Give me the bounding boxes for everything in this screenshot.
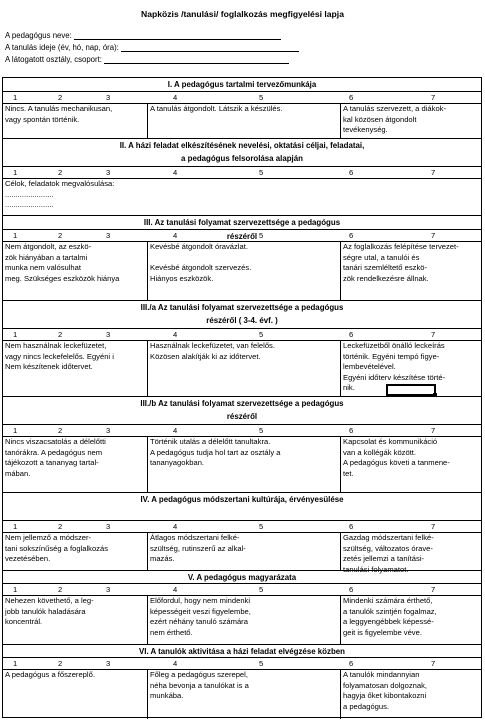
section-heading: III. Az tanulási folyamat szervezettsége a pedagógus részéről (3, 215, 481, 230)
scale-number: 7 (431, 585, 436, 594)
scale-number-row (3, 520, 481, 533)
criterion-low-text: Nincs. A tanulás mechanikusan, vagy spontán történik. (5, 104, 113, 124)
scale-number: 4 (173, 231, 178, 240)
scale-number: 5 (259, 231, 264, 240)
scale-number: 4 (173, 522, 178, 531)
section-heading: IV. A pedagógus módszertani kultúrája, érvényesülése (3, 492, 481, 521)
scale-number: 6 (349, 659, 354, 668)
scale-number: 5 (259, 522, 264, 531)
section-heading: I. A pedagógus tartalmi tervezőmunkája (167, 80, 317, 89)
scale-number: 5 (259, 93, 264, 102)
scale-number: 7 (431, 659, 436, 668)
scale-number-row (3, 583, 481, 596)
criterion-low-text: Nem átgondolt, az eszkö- zök hiányában a tartalmi munka nem valósulhat meg. Szükséges eszközök hiánya (5, 242, 120, 283)
evaluation-table (2, 77, 482, 718)
scale-number: 6 (349, 426, 354, 435)
scale-number: 2 (58, 659, 63, 668)
column-divider (147, 669, 148, 719)
criterion-high-text: Gazdag módszertani felké- szültség, változatos órave- zetés jellemzi a tanítási- tanulási folyamatot. (343, 533, 434, 574)
fill-handle[interactable] (433, 393, 437, 397)
column-divider (340, 436, 341, 492)
column-divider (340, 532, 341, 570)
scale-number: 2 (58, 93, 63, 102)
scale-number-row (3, 91, 481, 104)
lesson-time-line (121, 43, 299, 52)
scale-number: 1 (13, 231, 18, 240)
column-divider (340, 595, 341, 644)
page-title: Napközis /tanulási/ foglalkozás megfigyelési lapja (141, 9, 344, 19)
scale-number-row (3, 657, 481, 670)
column-divider (147, 241, 148, 300)
cell-selection-box[interactable] (386, 384, 436, 396)
scale-number: 6 (349, 231, 354, 240)
scale-number: 6 (349, 522, 354, 531)
class-group-field[interactable] (5, 55, 289, 64)
scale-number: 5 (259, 659, 264, 668)
scale-number: 6 (349, 93, 354, 102)
scale-number: 1 (13, 168, 18, 177)
scale-number: 1 (13, 93, 18, 102)
column-divider (147, 103, 148, 138)
scale-number: 1 (13, 585, 18, 594)
column-divider (340, 103, 341, 138)
scale-number: 1 (13, 522, 18, 531)
scale-number: 6 (349, 585, 354, 594)
scale-number-row (3, 424, 481, 437)
scale-number: 4 (173, 93, 178, 102)
criterion-high-text: A tanulók mindannyian folyamatosan dolgoznak, hagyja őket kibontakozni a pedagógus. (343, 670, 428, 711)
scale-number: 2 (58, 231, 63, 240)
scale-number: 4 (173, 330, 178, 339)
scale-number: 5 (259, 585, 264, 594)
scale-number: 1 (13, 659, 18, 668)
criterion-low-text: Nem használnak leckefüzetet, vagy nincs leckefelelős. Egyéni i Nem készítenek időtervet. (5, 341, 114, 372)
scale-number-row (3, 229, 481, 242)
class-group-line (104, 55, 289, 64)
scale-number: 4 (173, 426, 178, 435)
scale-number: 3 (106, 168, 111, 177)
column-divider (147, 340, 148, 396)
scale-number: 2 (58, 585, 63, 594)
scale-number: 3 (106, 330, 111, 339)
scale-number: 3 (106, 659, 111, 668)
lesson-time-field[interactable] (5, 43, 299, 52)
criterion-mid-text: A tanulás átgondolt. Látszik a készülés. (150, 104, 283, 113)
criterion-high-text: Kapcsolat és kommunikáció van a kollégák között. A pedagógus követi a tanmene- tet. (343, 437, 450, 478)
scale-number: 4 (173, 659, 178, 668)
column-divider (340, 340, 341, 396)
scale-number: 3 (106, 426, 111, 435)
scale-number: 2 (58, 426, 63, 435)
criterion-mid-text: Előfordul, hogy nem mindenki képességeit veszi figyelembe, ezért néhány tanuló számára nem érthető. (150, 596, 251, 637)
column-divider (147, 436, 148, 492)
scale-number: 6 (349, 330, 354, 339)
scale-number: 5 (259, 330, 264, 339)
scale-number: 7 (431, 231, 436, 240)
scale-number-row (3, 328, 481, 341)
scale-number: 5 (259, 168, 264, 177)
criterion-mid-text: Kevésbé átgondolt óravázlat. Kevésbé átgondolt szervezés. Hiányos eszközök. (150, 242, 252, 283)
section-heading: II. A házi feladat elkészítésének nevelési, oktatási céljai, feladatai, a pedagógus felsorolása alapján (3, 138, 481, 167)
scale-number: 7 (431, 426, 436, 435)
column-divider (147, 595, 148, 644)
teacher-name-label: A pedagógus neve: (5, 31, 72, 40)
scale-number: 6 (349, 168, 354, 177)
criterion-low-text: Nem jellemző a módszer- tani sokszínűség a foglalkozás vezetésében. (5, 533, 108, 564)
criterion-mid-text: Történik utalás a délelőtt tanultakra. A pedagógus tudja hol tart az osztály a tananyagokban. (150, 437, 281, 468)
section-heading: VI. A tanulók aktivitása a házi feladat elvégzése közben (3, 644, 481, 658)
scale-number: 4 (173, 585, 178, 594)
lesson-time-label: A tanulás ideje (év, hó, nap, óra): (5, 43, 119, 52)
section-heading: V. A pedagógus magyarázata (3, 570, 481, 584)
criterion-low-text: A pedagógus a főszereplő. (5, 670, 95, 679)
scale-number: 2 (58, 330, 63, 339)
teacher-name-line (74, 31, 281, 40)
scale-number: 2 (58, 522, 63, 531)
scale-number: 7 (431, 330, 436, 339)
scale-number: 7 (431, 168, 436, 177)
scale-number: 3 (106, 231, 111, 240)
scale-number: 2 (58, 168, 63, 177)
section-heading: III./a Az tanulási folyamat szervezettsége a pedagógus részéről ( 3-4. évf. ) (3, 300, 481, 329)
criterion-mid-text: Átlagos módszertani felké- szültség, rutinszerű az alkal- mazás. (150, 533, 246, 564)
criterion-mid-text: Használnak leckefüzetet, van felelős. Közösen alakítják ki az időtervet. (150, 341, 275, 361)
scale-number: 5 (259, 426, 264, 435)
criterion-low-text: Célok, feladatok megvalósulása: ....................... ....................... (5, 179, 115, 210)
scale-number: 3 (106, 93, 111, 102)
criterion-low-text: Nincs viszacsatolás a délelőtti tanórákra. A pedagógus nem tájékozott a tananyag tartal- mában. (5, 437, 106, 478)
scale-number: 1 (13, 330, 18, 339)
scale-number: 1 (13, 426, 18, 435)
scale-number: 3 (106, 522, 111, 531)
criterion-high-text: Leckefüzetből önálló leckeírás történik. Egyéni tempó figye- lembevételével. Egyéni időterv készítése törté- nik. (343, 341, 446, 393)
scale-number: 3 (106, 585, 111, 594)
criterion-high-text: Mindenki számára érthető, a tanulók szintjén fogalmaz, a leggyengébbek képessé- geit is figyelembe véve. (343, 596, 437, 637)
scale-number: 7 (431, 522, 436, 531)
criterion-high-text: Az foglalkozás felépítése tervezet- ségre utal, a tanulói és tanári szemléltető eszkö- zök rendelkezésre állnak. (343, 242, 459, 283)
column-divider (340, 669, 341, 719)
criterion-mid-text: Főleg a pedagógus szerepel, néha bevonja a tanulókat is a munkába. (150, 670, 249, 701)
criterion-high-text: A tanulás szervezett, a diákok- kal közösen átgondolt tevékenység. (343, 104, 446, 135)
column-divider (147, 532, 148, 570)
class-group-label: A látogatott osztály, csoport: (5, 55, 102, 64)
teacher-name-field[interactable] (5, 31, 281, 40)
column-divider (340, 241, 341, 300)
scale-number: 7 (431, 93, 436, 102)
section-heading: III./b Az tanulási folyamat szervezettsége a pedagógus részéről (3, 396, 481, 425)
scale-number: 4 (173, 168, 178, 177)
scale-number-row (3, 166, 481, 179)
criterion-low-text: Nehezen követhető, a leg- jobb tanulók haladására koncentrál. (5, 596, 94, 627)
